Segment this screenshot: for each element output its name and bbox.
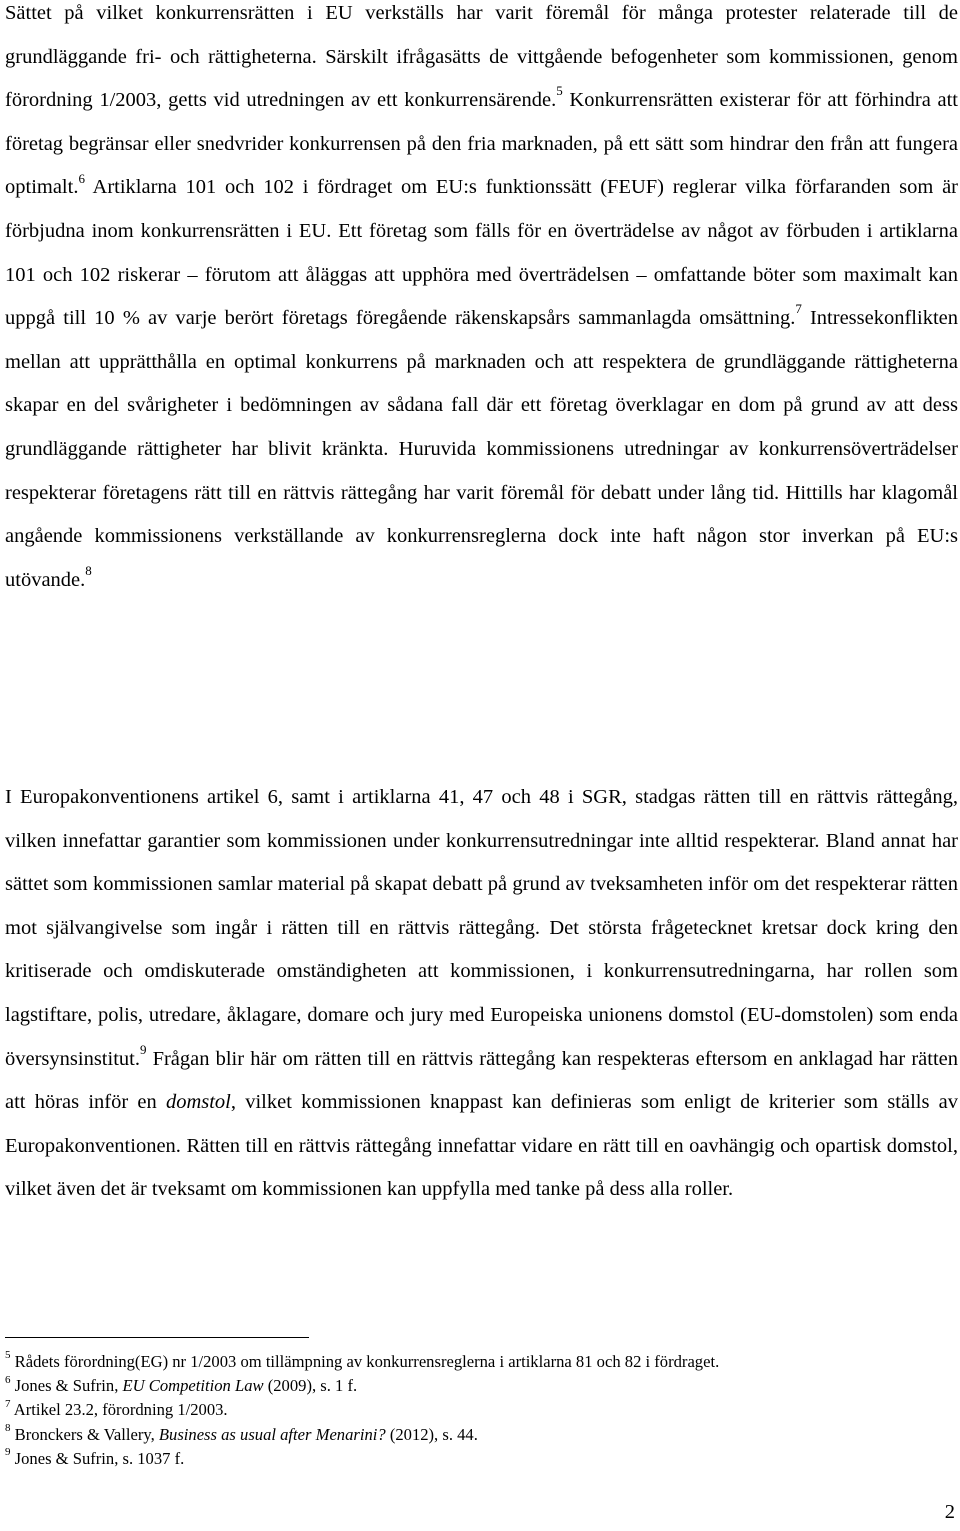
text-run: (2009), s. 1 f. [263,1376,358,1396]
text-run: (2012), s. 44. [385,1424,478,1444]
text-run: I Europakonventionens artikel 6, samt i artiklarna 41, 47 och 48 i SGR, stadgas rätten till en rättvis rättegång, vilken innefattar garantier som kommissionen under konkurrensutredningar inte alltid respekterar. Bland annat har sättet som kommissionen samlar material på skapat debatt på grund av tveksamheten inför om det respekterar rätten mot självangivelse som ingår i rätten till en rättvis rättegång. Det största frågetecknet kretsar dock kring den kritiserade och omdiskuterade omständigheten att kommissionen, i konkurrensutredningarna, har rollen som lagstiftare, polis, utredare, åklagare, domare och jury med Europeiska unionens domstol (EU-domstolen) som enda översynsinstitut. [5,786,958,1070]
footnote-separator [5,1337,309,1338]
footnote-number: 5 [5,1349,11,1362]
footnote-ref[interactable]: 6 [78,170,85,186]
footnote-ref[interactable]: 8 [85,562,92,578]
footnote-ref[interactable]: 7 [795,301,802,317]
emphasis-text: domstol [165,1091,231,1114]
citation-title: EU Competition Law [122,1376,264,1396]
body-paragraph [5,0,958,602]
text-run: Intressekonflikten mellan att upprätthålla en optimal konkurrens på marknaden och att respektera de grundläggande rättigheterna skapar en del svårigheter i bedömningen av sådana fall där ett företag överklagar en dom på grund av att dess grundläggande rättigheter har blivit kränkta. Huruvida kommissionens utredningar av konkurrensöverträdelser respekterar företagens rätt till en rättvis rättegång har varit föremål för debatt under lång tid. Hittills har klagomål angående kommissionens verkställande av konkurrensreglerna dock inte haft någon stor inverkan på EU:s utövande. [5,307,958,591]
text-run: , vilket kommissionen knappast kan definieras som enligt de kriterier som ställs av Europakonventionen. Rätten till en rättvis rättegång innefattar vidare en rätt till en oavhängig och opartisk domstol, vilket även det är tveksamt om kommissionen kan uppfylla med tanke på dess alla roller. [5,1091,959,1201]
text-run: Sättet på vilket konkurrensrätten i EU verkställs har varit föremål för många protester relaterade till de grundläggande fri- och rättigheterna. Särskilt ifrågasätts de vittgående befogenheter som kommissionen, genom förordning 1/2003, getts vid utredningen av ett konkurrensärende. [5,2,958,112]
footnote [5,1398,958,1422]
body-paragraph [5,776,958,1212]
text-run: Bronckers & Vallery, [10,1424,159,1444]
footnote [5,1423,958,1447]
text-run: Rådets förordning(EG) nr 1/2003 om tillämpning av konkurrensreglerna i artiklarna 81 och 82 i fördraget. [10,1352,720,1371]
document-page [5,0,958,1531]
text-run: Frågan blir här om rätten till en rättvis rättegång kan respekteras eftersom en anklagad har rätten att höras inför en [5,1047,958,1114]
footnote-number: 6 [5,1373,11,1386]
footnote [5,1350,958,1374]
footnote-number: 9 [5,1446,11,1459]
footnote-ref[interactable]: 5 [556,83,563,99]
footnote-ref[interactable]: 9 [139,1041,147,1057]
text-run: Konkurrensrätten existerar för att förhindra att företag begränsar eller snedvrider konkurrensen på den fria marknaden, på ett sätt som hindrar den från att fungera optimalt. [5,89,958,199]
text-run: Artikel 23.2, förordning 1/2003. [10,1400,228,1420]
text-run: Jones & Sufrin, s. 1037 f. [10,1448,185,1468]
text-run: Artiklarna 101 och 102 i fördraget om EU:s funktionssätt (FEUF) reglerar vilka förfaranden som är förbjudna inom konkurrensrätten i EU. Ett företag som fälls för en överträdelse av något av förbuden i artiklarna 101 och 102 riskerar – förutom att åläggas att upphöra med överträdelsen – omfattande böter som maximalt kan uppgå till 10 % av varje berört företags föregående räkenskapsårs sammanlagda omsättning. [5,176,958,330]
citation-title: Business as usual after Menarini? [158,1424,386,1444]
page-number: 2 [944,1501,955,1523]
text-run: Jones & Sufrin, [10,1376,123,1396]
footnote [5,1374,958,1398]
footnote [5,1447,958,1471]
footnote-number: 8 [5,1422,11,1435]
footnote-number: 7 [5,1397,11,1410]
footnotes [5,1350,958,1471]
